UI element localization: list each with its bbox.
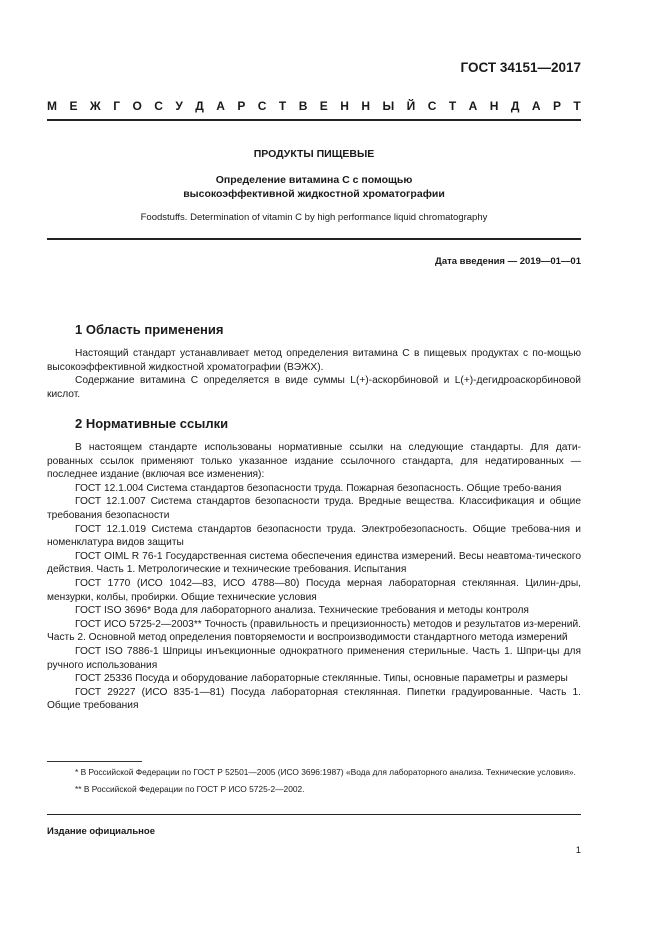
footnote-item: * В Российской Федерации по ГОСТ Р 52501—2005 (ИСО 3696:1987) «Вода для лабораторного анализа. Технические условия». <box>75 767 576 777</box>
banner-letter: Г <box>113 99 120 113</box>
banner-letter: Е <box>319 99 328 113</box>
banner-letter: С <box>257 99 267 113</box>
page-number: 1 <box>575 845 581 856</box>
section-2-intro: В настоящем стандарте использованы нормативные ссылки на следующие стандарты. Для дати-рованных ссылок применяют только указанное издание ссылочного стандарта, для недатированных — последнее издание (включая все изменения): <box>47 442 581 481</box>
document-subtitle-line2: высокоэффективной жидкостной хроматографии <box>183 188 445 200</box>
reference-item: ГОСТ OIML R 76-1 Государственная система обеспечения единства измерений. Весы неавтома-тического действия. Часть 1. Метрологические и технические требования. Испытания <box>47 550 581 576</box>
document-title: ПРОДУКТЫ ПИЩЕВЫЕ <box>253 148 375 160</box>
banner-letter: Т <box>278 99 287 113</box>
banner-letter: В <box>298 99 308 113</box>
interstate-standard-banner <box>47 99 581 113</box>
banner-letter: А <box>216 99 225 113</box>
banner-letter: У <box>175 99 183 113</box>
section-1-body <box>47 347 581 401</box>
banner-letter: М <box>47 99 57 113</box>
document-title-english: Foodstuffs. Determination of vitamin C by high performance liquid chromatography <box>140 212 488 223</box>
banner-letter: Т <box>573 99 581 113</box>
reference-item: ГОСТ 12.1.007 Система стандартов безопасности труда. Вредные вещества. Классификация и общие требования безопасности <box>47 496 581 521</box>
official-edition-label: Издание официальное <box>47 826 155 837</box>
banner-letter: О <box>132 99 142 113</box>
reference-item: ГОСТ 1770 (ИСО 1042—83, ИСО 4788—80) Посуда мерная лабораторная стеклянная. Цилин-дры, мензурки, колбы, пробирки. Общие технические условия <box>47 577 581 603</box>
reference-item: ГОСТ ИСО 5725-2—2003** Точность (правильность и прецизионность) методов и результатов из-мерений. Часть 2. Основной метод определения повторяемости и воспроизводимости стандартного метода измерений <box>47 618 581 644</box>
banner-letter: Р <box>552 99 561 113</box>
footnotes <box>47 766 581 795</box>
introduction-date: Дата введения — 2019—01—01 <box>435 256 581 267</box>
reference-item: ГОСТ 29227 (ИСО 835-1—81) Посуда лабораторная стеклянная. Пипетки градуированные. Часть 1. Общие требования <box>47 686 581 712</box>
banner-letter: Т <box>448 99 457 113</box>
banner-letter: Н <box>340 99 349 113</box>
section-2-body <box>47 441 581 713</box>
top-rule <box>47 119 581 121</box>
reference-item: ГОСТ ISO 7886-1 Шприцы инъекционные однократного применения стерильные. Часть 1. Шпри-цы для ручного использования <box>47 645 581 671</box>
banner-letter: Н <box>489 99 499 113</box>
document-subtitle-line1: Определение витамина С с помощью <box>215 174 413 186</box>
banner-letter: Е <box>69 99 78 113</box>
section-1-paragraph: Настоящий стандарт устанавливает метод определения витамина С в пищевых продуктах с по-мощью высокоэффективной жидкостной хроматографии (ВЭЖХ). <box>47 348 581 373</box>
banner-letter: Д <box>510 99 520 113</box>
reference-item: ГОСТ 25336 Посуда и оборудование лабораторные стеклянные. Типы, основные параметры и размеры <box>75 673 568 685</box>
banner-letter: А <box>468 99 478 113</box>
footnote-item: ** В Российской Федерации по ГОСТ Р ИСО 5725-2—2002. <box>75 784 305 794</box>
banner-letter: Ж <box>89 99 101 113</box>
banner-letter: Р <box>237 99 246 113</box>
bottom-rule <box>47 814 581 815</box>
banner-letter: С <box>427 99 437 113</box>
banner-letter: Д <box>195 99 204 113</box>
banner-letter: Й <box>406 99 416 113</box>
reference-item: ГОСТ ISO 3696* Вода для лабораторного анализа. Технические требования и методы контроля <box>75 605 529 617</box>
reference-item: ГОСТ 12.1.004 Система стандартов безопасности труда. Пожарная безопасность. Общие требо-вания <box>75 482 562 494</box>
banner-letter: А <box>531 99 541 113</box>
standard-code: ГОСТ 34151—2017 <box>460 60 581 75</box>
banner-letter: Н <box>361 99 371 113</box>
banner-letter: Ы <box>382 99 395 113</box>
banner-letter: С <box>154 99 163 113</box>
section-1-heading: 1 Область применения <box>75 322 224 337</box>
middle-rule <box>47 238 581 240</box>
section-1-paragraph: Содержание витамина С определяется в виде суммы L(+)-аскорбиновой и L(+)-дегидроаскорбиновой кислот. <box>47 375 581 400</box>
reference-item: ГОСТ 12.1.019 Система стандартов безопасности труда. Электробезопасность. Общие требова-ния и номенклатура видов защиты <box>47 523 581 549</box>
section-2-heading: 2 Нормативные ссылки <box>75 416 229 431</box>
footnote-divider <box>47 761 142 762</box>
